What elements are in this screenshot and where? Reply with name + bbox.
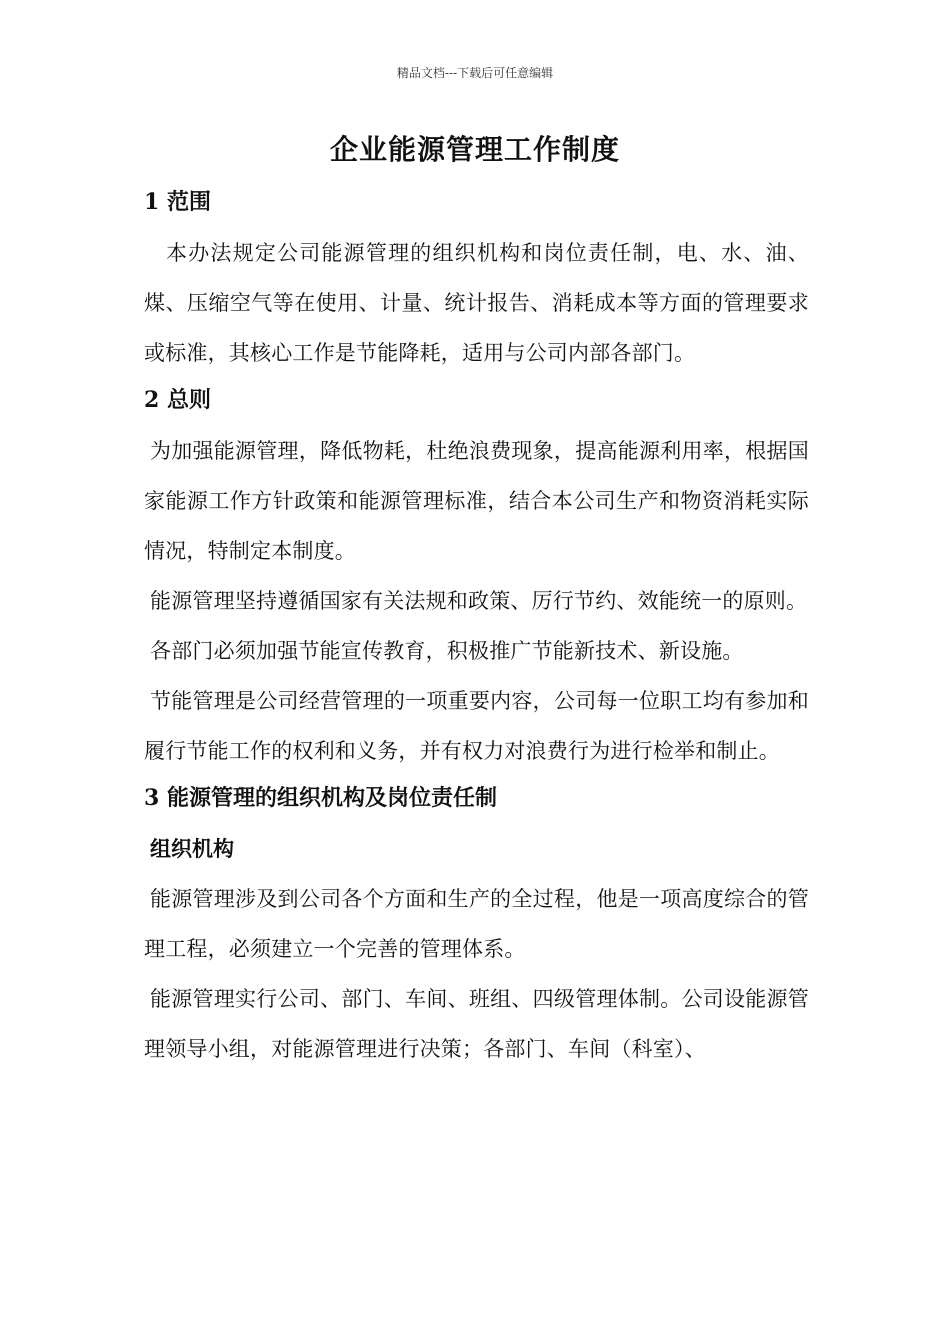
- section-3-heading: 3 能源管理的组织机构及岗位责任制: [144, 785, 497, 811]
- section-3-paragraph-1: 能源管理涉及到公司各个方面和生产的全过程，他是一项高度综合的管理工程，必须建立一个完善的管理体系。: [144, 887, 809, 961]
- section-1-heading: 1 范围: [144, 189, 211, 215]
- section-2-paragraph-1: 为加强能源管理，降低物耗，杜绝浪费现象，提高能源利用率，根据国家能源工作方针政策和能源管理标准，结合本公司生产和物资消耗实际情况，特制定本制度。: [144, 439, 809, 563]
- section-3-paragraph-2: 能源管理实行公司、部门、车间、班组、四级管理体制。公司设能源管理领导小组，对能源管理进行决策；各部门、车间（科室）、: [144, 987, 809, 1061]
- document-title: 企业能源管理工作制度: [329, 133, 620, 166]
- section-2-paragraph-3: 各部门必须加强节能宣传教育，积极推广节能新技术、新设施。: [150, 639, 744, 663]
- page-header-note: 精品文档---下载后可任意编辑: [396, 66, 554, 80]
- section-3-subheading: 组织机构: [150, 836, 234, 861]
- section-2-heading: 2 总则: [144, 387, 211, 413]
- section-2-paragraph-2: 能源管理坚持遵循国家有关法规和政策、厉行节约、效能统一的原则。: [150, 589, 808, 613]
- document-body: [144, 180, 809, 1074]
- section-1-paragraph-1: 本办法规定公司能源管理的组织机构和岗位责任制，电、水、油、煤、压缩空气等在使用、计量、统计报告、消耗成本等方面的管理要求或标准，其核心工作是节能降耗，适用与公司内部各部门。: [144, 241, 809, 365]
- section-2-paragraph-4: 节能管理是公司经营管理的一项重要内容，公司每一位职工均有参加和履行节能工作的权利和义务，并有权力对浪费行为进行检举和制止。: [144, 689, 809, 763]
